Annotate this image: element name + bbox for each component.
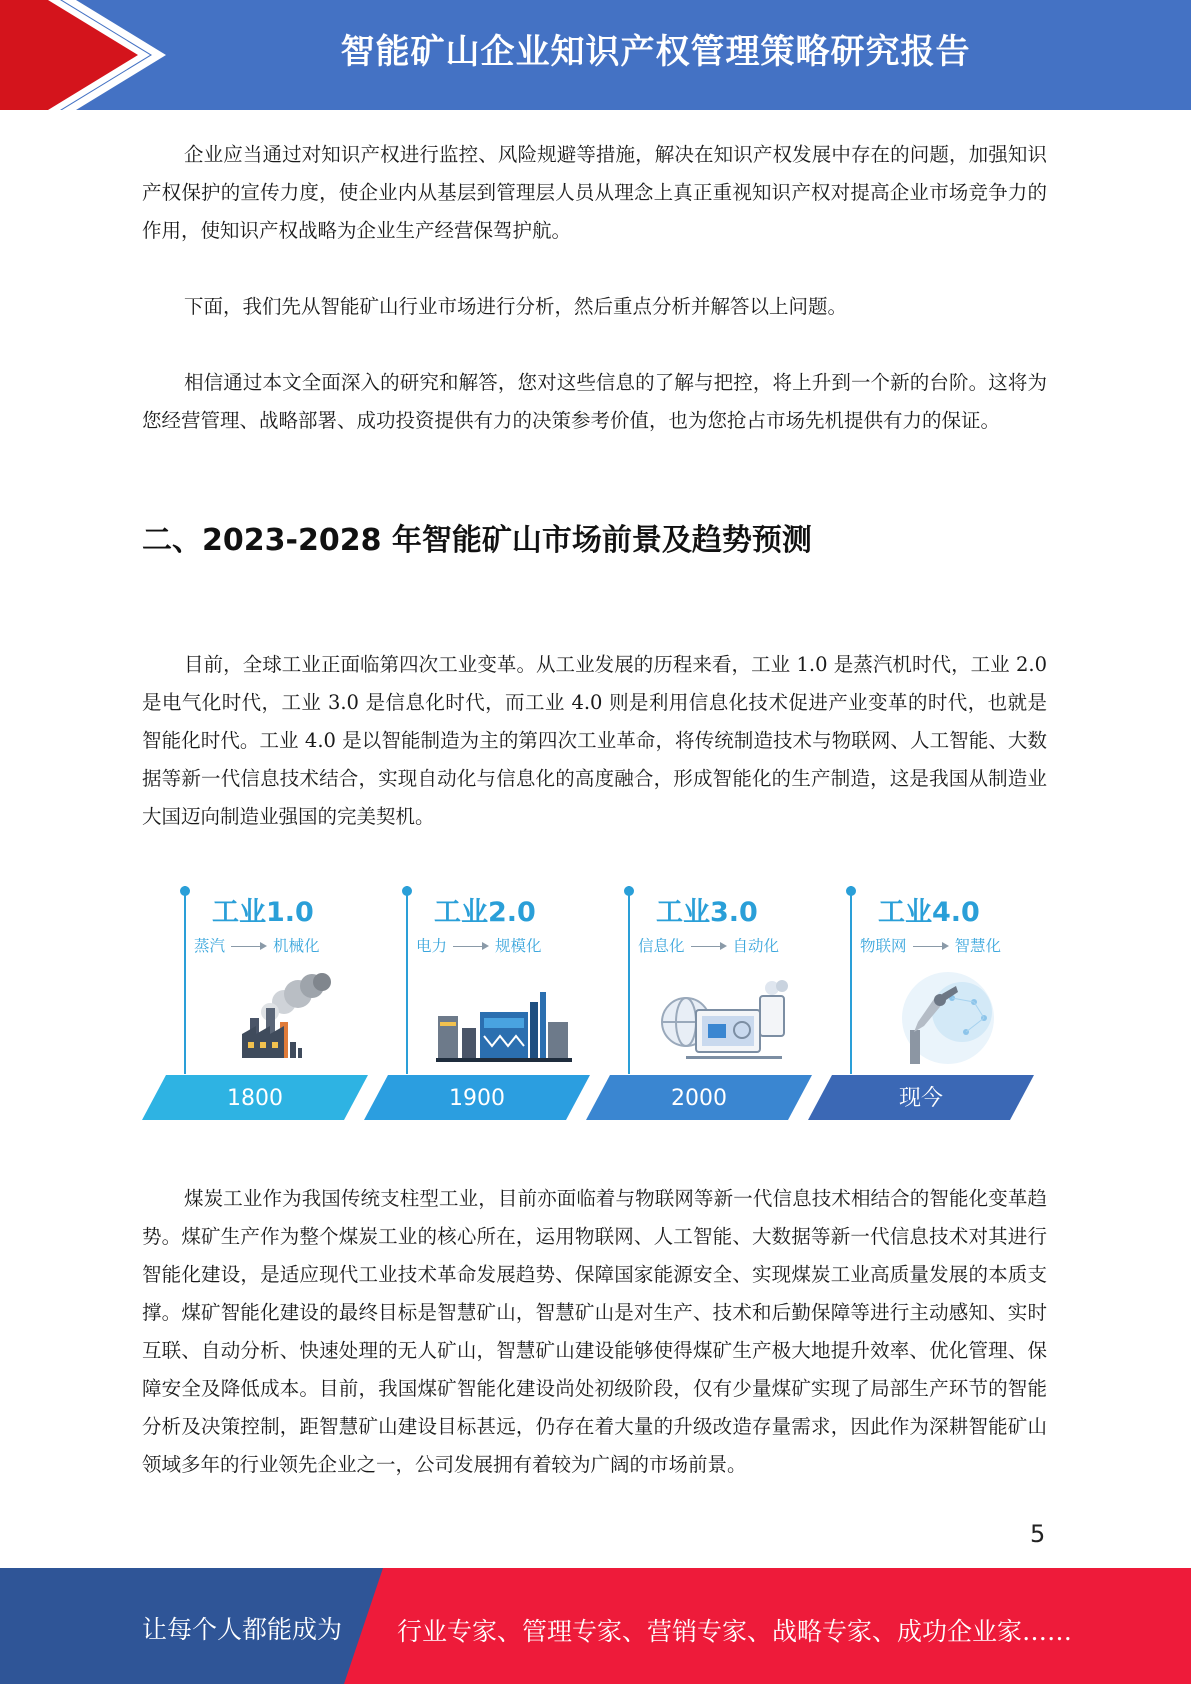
stage-from: 电力 [416,937,448,955]
stage-from: 蒸汽 [194,937,226,955]
stage-name: 工业4.0 [878,897,980,928]
report-title: 智能矿山企业知识产权管理策略研究报告 [340,32,971,72]
page-number: 5 [1030,1520,1046,1548]
footer-slogan-right: 行业专家、管理专家、营销专家、战略专家、成功企业家…… [397,1617,1073,1646]
paragraph-value-statement: 相信通过本文全面深入的研究和解答，您对这些信息的了解与把控，将上升到一个新的台阶。这将为您经营管理、战略部署、成功投资提供有力的决策参考价值，也为您抢占市场先机提供有力的保证。 [142,371,1047,432]
timeline-marker-line [850,886,852,1074]
timeline-marker-dot [624,886,634,896]
stage-year: 现今 [898,1086,943,1111]
footer-slogan-left: 让每个人都能成为 [142,1615,343,1644]
stage-transition [638,934,779,956]
timeline-marker-line [406,886,408,1074]
stage-year: 2000 [671,1086,727,1111]
stage-from: 信息化 [638,937,685,955]
arrow-right-icon [691,941,727,951]
timeline-stage-industry-4 [808,880,1034,1125]
paragraph-coal-industry: 煤炭工业作为我国传统支柱型工业，目前亦面临着与物联网等新一代信息技术相结合的智能化变革趋势。煤矿生产作为整个煤炭工业的核心所在，运用物联网、人工智能、大数据等新一代信息技术对其进行智能化建设，是适应现代工业技术革命发展趋势、保障国家能源安全、实现煤炭工业高质量发展的本质支撑。煤矿智能化建设的最终目标是智慧矿山，智慧矿山是对生产、技术和后勤保障等进行主动感知、实时互联、自动分析、快速处理的无人矿山，智慧矿山建设能够使得煤矿生产极大地提升效率、优化管理、保障安全及降低成本。目前，我国煤矿智能化建设尚处初级阶段，仅有少量煤矿实现了局部生产环节的智能分析及决策控制，距智慧矿山建设目标甚远，仍存在着大量的升级改造存量需求，因此作为深耕智能矿山领域多年的行业领先企业之一，公司发展拥有着较为广阔的市场前景。 [142,1187,1047,1476]
industry-timeline-figure [142,880,1047,1125]
arrow-right-icon [453,941,489,951]
stage-to: 规模化 [495,937,542,955]
stage-transition [416,934,542,956]
paragraph-ip-monitoring: 企业应当通过对知识产权进行监控、风险规避等措施，解决在知识产权发展中存在的问题，加强知识产权保护的宣传力度，使企业内从基层到管理层人员从理念上真正重视知识产权对提高企业市场竞争力的作用，使知识产权战略为企业生产经营保驾护航。 [142,143,1047,242]
timeline-marker-line [628,886,630,1074]
robot-arm-icon [878,972,1018,1068]
stage-name: 工业1.0 [212,897,314,928]
stage-name: 工业3.0 [656,897,758,928]
arrow-right-icon [913,941,949,951]
timeline-stage-industry-3 [586,880,812,1125]
stage-year: 1900 [449,1086,505,1111]
page-header [0,0,1191,110]
paragraph-analysis-plan: 下面，我们先从智能矿山行业市场进行分析，然后重点分析并解答以上问题。 [184,295,848,318]
industrial-plant-icon [434,972,574,1068]
timeline-stage-industry-1 [142,880,368,1125]
timeline-stage-industry-2 [364,880,590,1125]
timeline-marker-dot [402,886,412,896]
stage-from: 物联网 [860,937,907,955]
section-heading: 二、2023-2028 年智能矿山市场前景及趋势预测 [142,523,812,558]
factory-smoke-icon [212,972,352,1068]
stage-to: 自动化 [732,937,780,955]
arrow-right-icon [231,941,267,951]
stage-year: 1800 [227,1086,283,1111]
computer-network-icon [656,972,796,1068]
stage-name: 工业2.0 [434,897,536,928]
paragraph-industry-revolution: 目前，全球工业正面临第四次工业变革。从工业发展的历程来看，工业 1.0 是蒸汽机时代，工业 2.0 是电气化时代，工业 3.0 是信息化时代，而工业 4.0 则是利用信息化技术促进产业变革的时代，也就是智能化时代。工业 4.0 是以智能制造为主的第四次工业革命，将传统制造技术与物联网、人工智能、大数据等新一代信息技术结合，实现自动化与信息化的高度融合，形成智能化的生产制造，这是我国从制造业大国迈向制造业强国的完美契机。 [142,653,1047,828]
timeline-marker-dot [846,886,856,896]
stage-transition [194,934,320,956]
timeline-marker-dot [180,886,190,896]
timeline-marker-line [184,886,186,1074]
stage-to: 智慧化 [954,937,1002,955]
header-chevron-decoration [0,0,170,110]
stage-transition [860,934,1001,956]
page-footer [0,1568,1191,1684]
stage-to: 机械化 [273,937,320,955]
